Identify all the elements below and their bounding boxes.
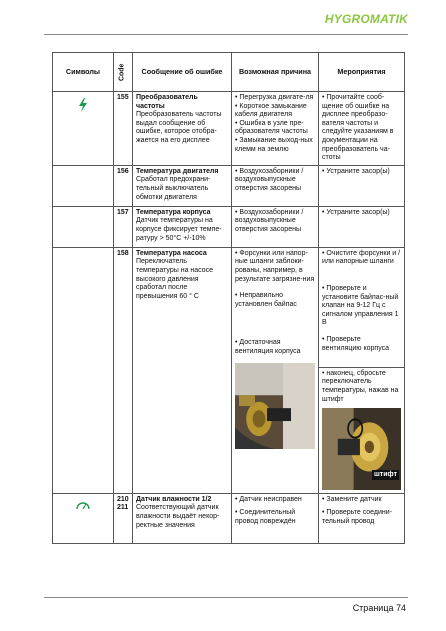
spacer [322, 267, 401, 285]
cause-cell [232, 165, 319, 206]
symbol-cell [53, 247, 114, 493]
symbol-cell [53, 165, 114, 206]
message-cell [133, 493, 232, 543]
code-cell: 210 211 [114, 493, 133, 543]
photo-wrapper [322, 408, 401, 490]
message-cell [133, 92, 232, 166]
message-cell [133, 247, 232, 493]
cause-item: • Достаточная вентиляция корпуса [235, 339, 301, 355]
cause-item: • Воздухозаборники / воздуховыпускные отверстия засорены [235, 208, 304, 233]
symbol-cell [53, 206, 114, 247]
header-divider [44, 34, 408, 35]
action-item: • Проверьте соедини-тельный провод [322, 509, 393, 525]
message-title: Преобразователь частоты [136, 94, 198, 110]
cause-item: • Замыкание выход-ных клемм на землю [235, 136, 313, 153]
cause-cell [232, 247, 319, 493]
action-cell [319, 92, 405, 166]
action-cell [319, 493, 405, 543]
table-row [53, 493, 405, 543]
message-title: Температура корпуса [136, 208, 211, 216]
message-desc: Датчик температуры на корпусе фиксирует темпе-ратуру > 50°C +/-10% [136, 217, 222, 242]
message-cell [133, 206, 232, 247]
cause-item: • Перегрузка двигате-ля [235, 94, 314, 101]
hygromatik-logo [325, 12, 408, 26]
message-desc: Переключатель температуры на насосе высокого давления сработал после превышения 60 ° C [136, 258, 214, 300]
spacer [235, 309, 315, 339]
action-cell [319, 367, 405, 493]
spacer [322, 328, 401, 336]
message-title: Температура двигателя [136, 167, 219, 175]
header-code [114, 53, 133, 92]
logo-text-hygro: HYGRO [324, 12, 370, 26]
action-cell [319, 206, 405, 247]
cause-item: • Форсунки или напор-ные шланги заблоки-рованы, например, в результате загрязне-ния [235, 249, 315, 283]
footer-divider [44, 597, 408, 598]
code-cell: 157 [114, 206, 133, 247]
cause-cell [232, 206, 319, 247]
header-cause: Возможная причина [232, 53, 319, 92]
header-symbols: Символы [53, 53, 114, 92]
pump-photo [235, 363, 315, 449]
message-desc: Преобразователь частоты выдал сообщение об ошибке, которое отобра-жается на его дисплее [136, 111, 222, 144]
action-cell [319, 165, 405, 206]
lightning-bolt-icon [77, 98, 89, 112]
symbol-cell [53, 493, 114, 543]
code-cell: 155 [114, 92, 133, 166]
message-title: Температура насоса [136, 249, 207, 257]
cause-item: • Ошибка в узле пре-образователя частоты [235, 119, 308, 136]
message-title: Датчик влажности 1/2 [136, 495, 212, 503]
cause-item: • Датчик неисправен [235, 495, 302, 503]
header-code-label: Code [118, 63, 126, 82]
pin-label: штифт [372, 470, 399, 481]
action-item: • Проверьте вентиляцию корпуса [322, 335, 390, 352]
humidity-gauge-icon [76, 500, 90, 510]
message-cell [133, 165, 232, 206]
action-item: • Устраните засор(ы) [322, 208, 390, 216]
page-number: Страница 74 [352, 603, 406, 613]
table-row [53, 165, 405, 206]
header-action: Мероприятия [319, 53, 405, 92]
action-item: • Устраните засор(ы) [322, 167, 390, 175]
action-item: • Очистите форсунки и / или напорные шланги [322, 249, 401, 266]
cause-cell [232, 92, 319, 166]
table-row [53, 206, 405, 247]
action-item: • Прочитайте сооб-щение об ошибке на дисплее преобразо-вателя частоты и следуйте указаниям в документации на преобразователь ча-стоты [322, 94, 394, 162]
action-item: • Проверьте и установите байпас-ный клапан на 9-12 Гц с сигналом управления 1 В [322, 284, 399, 327]
error-table [52, 52, 405, 544]
action-cell [319, 247, 405, 367]
table-row [53, 247, 405, 367]
cause-cell [232, 493, 319, 543]
message-desc: Сработал предохрани-тельный выключатель обмотки двигателя [136, 176, 211, 201]
message-desc: Соответствующий датчик влажности выдаёт некор-ректные значения [136, 504, 220, 529]
action-item: • наконец, сбросьте переключатель температуры, нажав на штифт [322, 369, 399, 403]
table-header-row [53, 53, 405, 92]
cause-item: • Неправильно установлен байпас [235, 292, 297, 308]
cause-item: • Воздухозаборники / воздуховыпускные отверстия засорены [235, 167, 304, 192]
action-item: • Замените датчик [322, 495, 382, 503]
code-cell: 156 [114, 165, 133, 206]
header-message: Сообщение об ошибке [133, 53, 232, 92]
spacer [235, 284, 315, 292]
symbol-cell [53, 92, 114, 166]
cause-item: • Соединительный провод повреждён [235, 509, 296, 525]
logo-text-matik: MATIK [369, 12, 408, 26]
cause-item: • Короткое замыкание кабеля двигателя [235, 102, 307, 119]
code-cell: 158 [114, 247, 133, 493]
table-row [53, 92, 405, 166]
